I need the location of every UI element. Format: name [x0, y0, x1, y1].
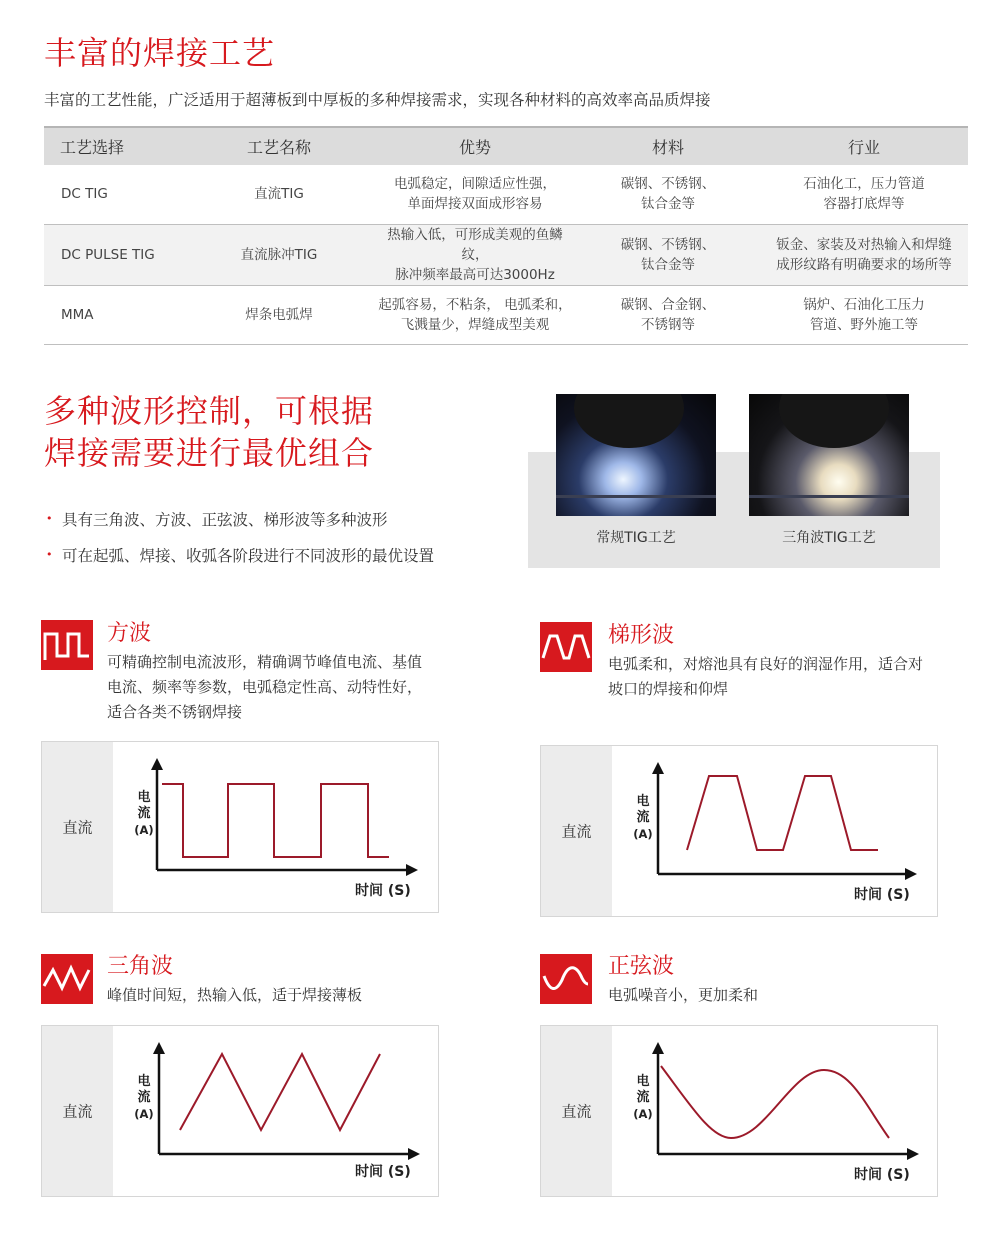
sine-wave-graph — [540, 1025, 938, 1197]
plate-shape — [556, 495, 716, 498]
graph-side-label: 直流 — [62, 818, 93, 837]
list-item — [44, 508, 434, 544]
wave-title-triangle: 三角波 — [107, 954, 174, 979]
cell-line: 石油化工，压力管道 — [803, 176, 925, 193]
table-header-cell: 工艺选择 — [44, 127, 184, 165]
table-row — [44, 165, 968, 224]
title-line: 焊接需要进行最优组合 — [44, 434, 375, 472]
section-intro: 丰富的工艺性能，广泛适用于超薄板到中厚板的多种焊接需求，实现各种材料的高效率高品质焊接 — [44, 91, 711, 109]
cell-industry — [760, 285, 968, 344]
cell-line: 容器打底焊等 — [823, 196, 905, 213]
bullet-dot-icon: • — [46, 512, 53, 525]
trapezoid-wave-graph — [540, 745, 938, 917]
wave-title-square: 方波 — [107, 621, 152, 646]
triangle-wave-graph — [41, 1025, 439, 1197]
wave-line — [687, 776, 878, 850]
graph-xlabel: 时间 (S) — [854, 1167, 910, 1183]
graph-ylabel: 电 流 (A) — [134, 790, 154, 837]
table-header-cell: 材料 — [576, 127, 760, 165]
cell-line: 碳钢、不锈钢、 — [620, 176, 716, 193]
graph-xlabel: 时间 (S) — [854, 887, 910, 903]
title-line: 多种波形控制，可根据 — [44, 392, 375, 430]
trapezoid-wave-icon — [540, 622, 592, 672]
cell-line: 碳钢、不锈钢、 — [620, 236, 716, 253]
cell-line: 钛合金等 — [641, 196, 695, 213]
desc-line: 坡口的焊接和仰焊 — [608, 680, 729, 698]
wave-desc-triangle — [107, 983, 362, 1008]
wave-line — [180, 1054, 380, 1130]
cell-line: 单面焊接双面成形容易 — [407, 196, 543, 213]
table-header-cell: 工艺名称 — [184, 127, 374, 165]
torch-shape — [779, 394, 889, 448]
cell-material — [576, 165, 760, 224]
bullet-dot-icon: • — [46, 548, 53, 561]
cell-line: 钣金、家装及对热输入和焊缝 — [776, 236, 952, 253]
desc-line: 电流、频率等参数，电弧稳定性高、动特性好， — [107, 678, 423, 696]
wave-desc-square — [107, 650, 422, 725]
wave-desc-sine — [608, 983, 758, 1008]
graph-side-label: 直流 — [561, 822, 592, 841]
table-header-cell: 行业 — [760, 127, 968, 165]
cell-line: 成形纹路有明确要求的场所等 — [776, 256, 952, 273]
desc-line: 电弧柔和，对熔池具有良好的润湿作用，适合对 — [608, 655, 924, 673]
triangle-wave-icon — [41, 954, 93, 1004]
section-title-waveform-control — [44, 390, 374, 474]
graph-ylabel: 电 流 (A) — [134, 1074, 154, 1121]
cell-material — [576, 285, 760, 344]
cell-advantage — [374, 165, 576, 224]
square-wave-icon — [41, 620, 93, 670]
table-row — [44, 224, 968, 285]
cell-line: 锅炉、石油化工压力 — [803, 296, 925, 313]
table-header-row — [44, 127, 968, 165]
cell-selection: DC TIG — [44, 165, 184, 224]
graph-side-label: 直流 — [561, 1102, 592, 1121]
graph-ylabel: 电 流 (A) — [633, 794, 653, 841]
cell-industry — [760, 165, 968, 224]
torch-shape — [574, 394, 684, 448]
wave-desc-trapezoid — [608, 652, 923, 702]
graph-xlabel: 时间 (S) — [355, 1164, 411, 1180]
photo-standard-tig — [556, 394, 716, 516]
cell-line: 飞溅量少，焊缝成型美观 — [400, 316, 550, 333]
process-table — [44, 126, 968, 345]
wave-line — [661, 1066, 889, 1138]
table-row — [44, 285, 968, 344]
list-item-text: 可在起弧、焊接、收弧各阶段进行不同波形的最优设置 — [62, 547, 435, 565]
wave-line — [162, 784, 389, 857]
cell-name: 焊条电弧焊 — [184, 285, 374, 344]
cell-line: 管道、野外施工等 — [810, 316, 918, 333]
desc-line: 峰值时间短，热输入低，适于焊接薄板 — [107, 986, 363, 1004]
graph-xlabel: 时间 (S) — [355, 883, 411, 899]
plate-shape — [749, 495, 909, 498]
cell-industry — [760, 224, 968, 285]
desc-line: 电弧噪音小，更加柔和 — [608, 986, 759, 1004]
list-item-text: 具有三角波、方波、正弦波、梯形波等多种波形 — [62, 511, 388, 529]
sine-wave-icon — [540, 954, 592, 1004]
cell-name: 直流TIG — [184, 165, 374, 224]
cell-line: 钛合金等 — [641, 256, 695, 273]
cell-line: 碳钢、合金钢、 — [620, 296, 716, 313]
desc-line: 适合各类不锈钢焊接 — [107, 703, 243, 721]
cell-line: 脉冲频率最高可达3000Hz — [395, 266, 555, 283]
wave-title-sine: 正弦波 — [608, 954, 675, 979]
square-wave-graph — [41, 741, 439, 913]
cell-line: 热输入低，可形成美观的鱼鳞纹， — [387, 226, 563, 263]
list-item — [44, 544, 434, 580]
cell-selection: MMA — [44, 285, 184, 344]
photo-triangle-tig — [749, 394, 909, 516]
cell-advantage — [374, 224, 576, 285]
section-title-welding-processes: 丰富的焊接工艺 — [44, 34, 276, 72]
cell-advantage — [374, 285, 576, 344]
cell-material — [576, 224, 760, 285]
wave-title-trapezoid: 梯形波 — [608, 623, 675, 648]
photo-caption: 三角波TIG工艺 — [782, 530, 876, 546]
cell-line: 不锈钢等 — [641, 316, 695, 333]
graph-ylabel: 电 流 (A) — [633, 1074, 653, 1121]
photo-caption: 常规TIG工艺 — [596, 530, 676, 546]
cell-line: 起弧容易，不粘条， 电弧柔和， — [378, 296, 572, 313]
cell-selection: DC PULSE TIG — [44, 224, 184, 285]
feature-list — [44, 508, 434, 580]
graph-side-label: 直流 — [62, 1102, 93, 1121]
desc-line: 可精确控制电流波形，精确调节峰值电流、基值 — [107, 653, 423, 671]
cell-name: 直流脉冲TIG — [184, 224, 374, 285]
cell-line: 电弧稳定，间隙适应性强， — [394, 176, 556, 193]
table-header-cell: 优势 — [374, 127, 576, 165]
